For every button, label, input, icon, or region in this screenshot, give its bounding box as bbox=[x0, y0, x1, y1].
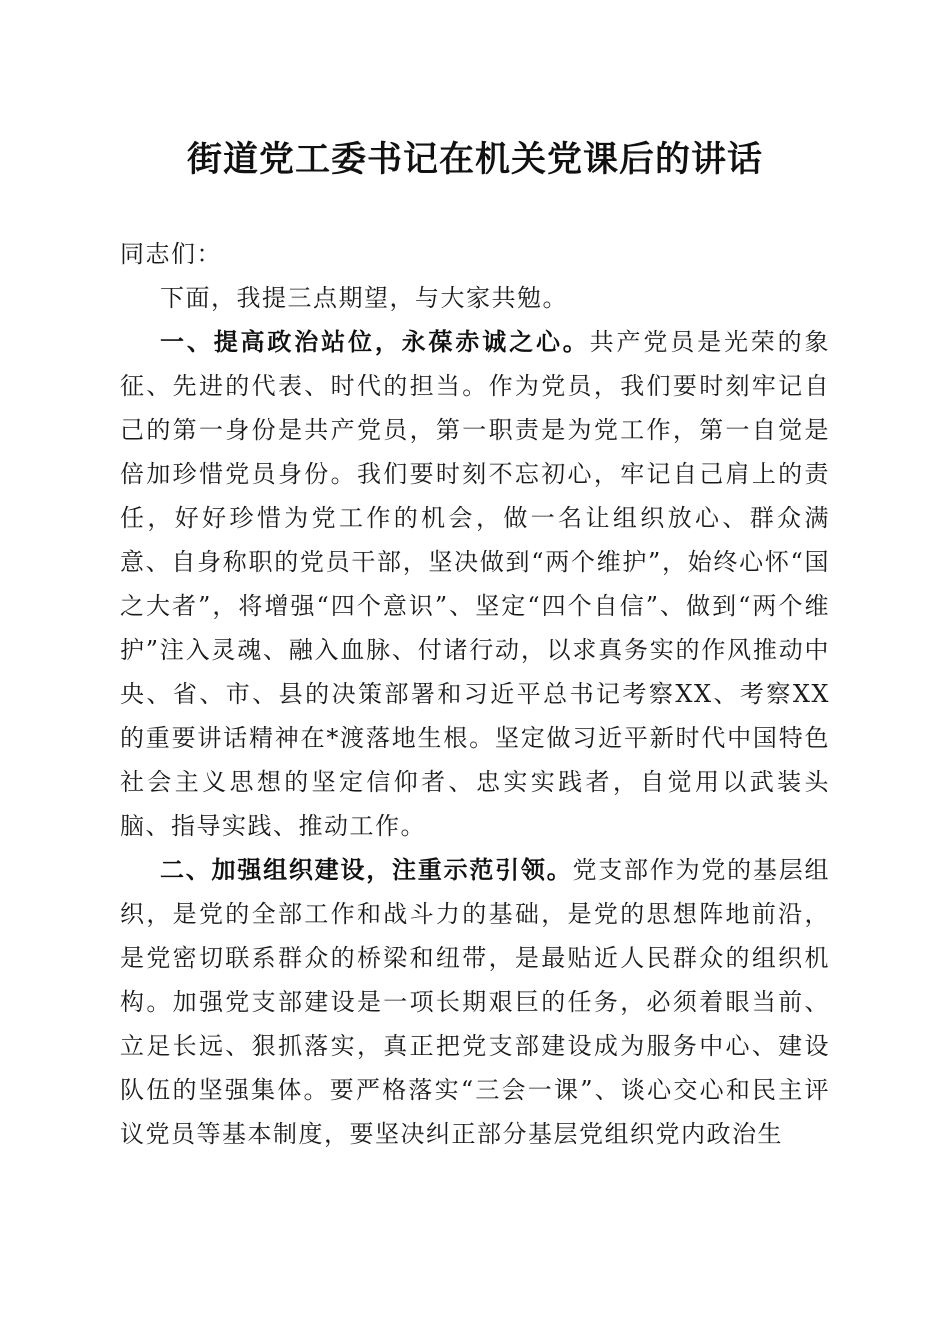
section-heading-1: 一、提高政治站位，永葆赤诚之心。 bbox=[160, 327, 590, 356]
section-heading-2: 二、加强组织建设，注重示范引领。 bbox=[160, 855, 573, 884]
section-text-2: 党支部作为党的基层组织，是党的全部工作和战斗力的基础，是党的思想阵地前沿，是党密切联系群众的桥梁和纽带，是最贴近人民群众的组织机构。加强党支部建设是一项长期艰巨的任务，必须着眼当前、立足长远、狠抓落实，真正把党支部建设成为服务中心、建设队伍的坚强集体。要严格落实“三会一课”、谈心交心和民主评议党员等基本制度，要坚决纠正部分基层党组织党内政治生 bbox=[120, 856, 831, 1148]
section-text-1: 共产党员是光荣的象征、先进的代表、时代的担当。作为党员，我们要时刻牢记自己的第一身份是共产党员，第一职责是为党工作，第一自觉是倍加珍惜党员身份。我们要时刻不忘初心，牢记自己肩上的责任，好好珍惜为党工作的机会，做一名让组织放心、群众满意、自身称职的党员干部，坚决做到“两个维护”，始终心怀“国之大者”，将增强“四个意识”、坚定“四个自信”、做到“两个维护”注入灵魂、融入血脉、付诸行动，以求真务实的作风推动中央、省、市、县的决策部署和习近平总书记考察XX、考察XX的重要讲话精神在*渡落地生根。坚定做习近平新时代中国特色社会主义思想的坚定信仰者、忠实实践者，自觉用以武装头脑、指导实践、推动工作。 bbox=[120, 328, 831, 840]
document-body bbox=[120, 232, 830, 1156]
document-title: 街道党工委书记在机关党课后的讲话 bbox=[186, 139, 763, 180]
intro-paragraph: 下面，我提三点期望，与大家共勉。 bbox=[160, 284, 568, 312]
section-paragraph-1 bbox=[120, 320, 830, 848]
section-paragraph-2 bbox=[120, 848, 830, 1156]
salutation: 同志们： bbox=[120, 240, 222, 268]
